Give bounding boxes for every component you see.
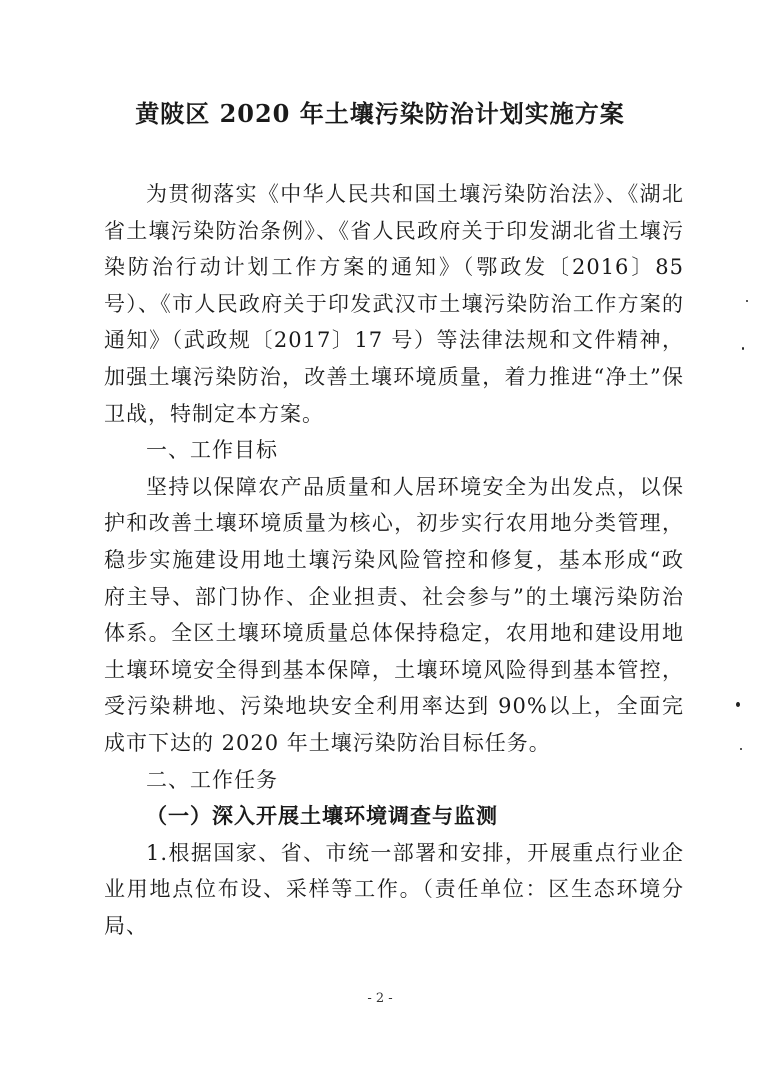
scan-speck: [742, 347, 744, 350]
page-number: - 2 -: [367, 991, 393, 1006]
section-2-heading: 二、工作任务: [146, 767, 278, 792]
intro-paragraph: 为贯彻落实《中华人民共和国土壤污染防治法》、《湖北省土壤污染防治条例》、《省人民政府关于印发湖北省土壤污染防治行动计划工作方案的通知》（鄂政发〔2016〕85 号）、《市人民政府关于印发武汉市土壤污染防治工作方案的通知》（武政规〔2017〕17 号）等法律法规和文件精神，加强土壤污染防治，改善土壤环境质量，着力推进“净土”保卫战，特制定本方案。: [104, 182, 684, 426]
section-1-heading: 一、工作目标: [146, 438, 278, 463]
item-1-paragraph: 1.根据国家、省、市统一部署和安排，开展重点行业企业用地点位布设、采样等工作。（责任单位：区生态环境分局、: [104, 840, 684, 938]
document-body: [104, 176, 684, 944]
document-title: 黄陂区 2020 年土壤污染防治计划实施方案: [135, 99, 625, 128]
scan-speck: [740, 748, 742, 750]
scan-speck: [736, 702, 740, 707]
section-1-paragraph: 坚持以保障农产品质量和人居环境安全为出发点，以保护和改善土壤环境质量为核心，初步实行农用地分类管理，稳步实施建设用地土壤污染风险管控和修复，基本形成“政府主导、部门协作、企业担责、社会参与”的土壤污染防治体系。全区土壤环境质量总体保持稳定，农用地和建设用地土壤环境安全得到基本保障，土壤环境风险得到基本管控，受污染耕地、污染地块安全利用率达到 90%以上，全面完成市下达的 2020 年土壤污染防治目标任务。: [104, 474, 684, 755]
scan-speck: [746, 300, 748, 302]
subsection-1-heading: （一）深入开展土壤环境调查与监测: [146, 803, 498, 829]
